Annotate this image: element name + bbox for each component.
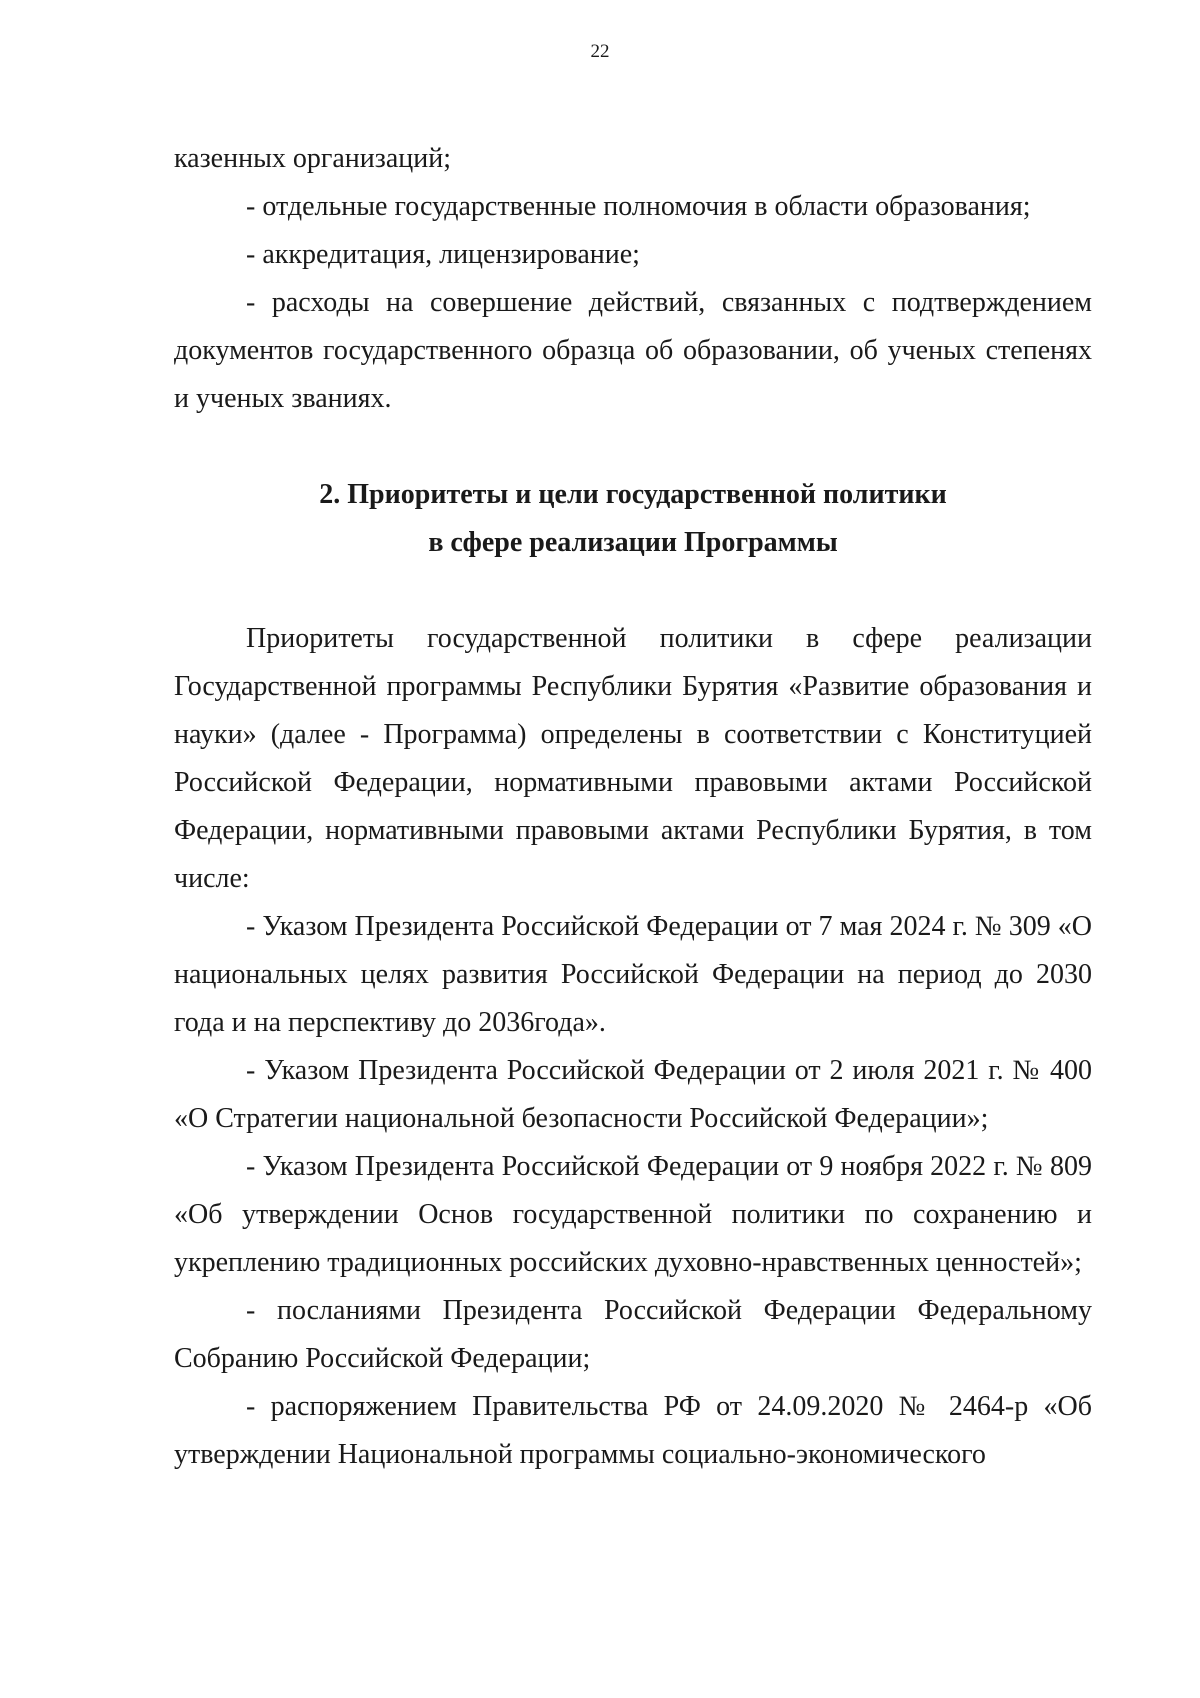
paragraph-organizations: казенных организаций; xyxy=(174,143,451,174)
list-item-accreditation: - аккредитация, лицензирование; xyxy=(246,239,640,270)
list-item-decree-400: - Указом Президента Российской Федерации от 2 июля 2021 г. № 400 «О Стратегии национальной безопасности Российской Федерации»; xyxy=(174,1055,1092,1134)
paragraph-priorities: Приоритеты государственной политики в сфере реализации Государственной программы Республики Бурятия «Развитие образования и науки» (далее - Программа) определены в соответствии с Конституцией Российской Федерации, нормативными правовыми актами Российской Федерации, нормативными правовыми актами Республики Бурятия, в том числе: xyxy=(174,623,1092,894)
document-body xyxy=(174,135,1092,1479)
list-item-document-expenses: - расходы на совершение действий, связанных с подтверждением документов государственного образца об образовании, об ученых степенях и ученых званиях. xyxy=(174,287,1092,414)
list-item-decree-809: - Указом Президента Российской Федерации от 9 ноября 2022 г. № 809 «Об утверждении Основ государственной политики по сохранению и укреплению традиционных российских духовно-нравственных ценностей»; xyxy=(174,1151,1092,1278)
list-item-education-powers: - отдельные государственные полномочия в области образования; xyxy=(246,191,1031,222)
section-heading-line2: в сфере реализации Программы xyxy=(428,527,838,558)
page-number: 22 xyxy=(590,41,610,62)
list-item-government-order-2464: - распоряжением Правительства РФ от 24.09.2020 № 2464-р «Об утверждении Национальной программы социально-экономического xyxy=(174,1391,1092,1470)
list-item-decree-309: - Указом Президента Российской Федерации от 7 мая 2024 г. № 309 «О национальных целях развития Российской Федерации на период до 2030 года и на перспективу до 2036года». xyxy=(174,911,1092,1038)
list-item-presidential-addresses: - посланиями Президента Российской Федерации Федеральному Собранию Российской Федерации; xyxy=(174,1295,1092,1374)
section-heading-line1: 2. Приоритеты и цели государственной политики xyxy=(319,479,947,510)
